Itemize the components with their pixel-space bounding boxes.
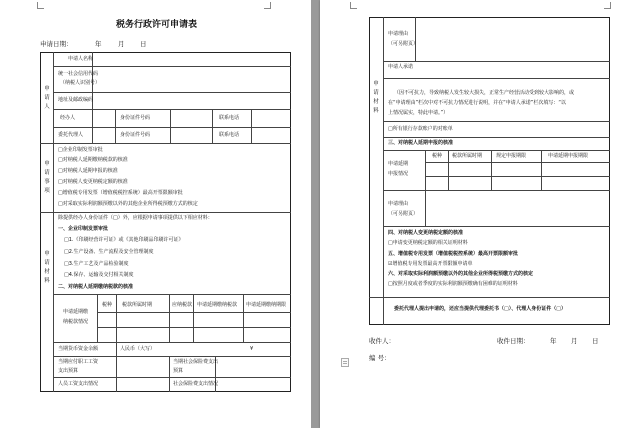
- section-applicant: 申请人: [44, 86, 50, 110]
- field-handler-phone: 联系电话: [219, 115, 240, 121]
- bank-statement-option[interactable]: □所有银行存款账户的对账单: [388, 126, 453, 132]
- delay-col-period: 税款所属时期: [452, 153, 483, 159]
- materials-intro: 除提供经办人身份证件（□）外，应根据申请事项提供以下相应材料：: [58, 215, 213, 221]
- delay-col-requested: 申请延期申报期限: [548, 153, 589, 159]
- quota-change-option[interactable]: □申请变更纳税定额的相关证明材料: [388, 240, 468, 246]
- materials-heading-1: 一、企业印制发票审批: [58, 226, 109, 232]
- receive-date-year: 年: [550, 337, 557, 345]
- apply-date-month: 月: [118, 40, 125, 48]
- apply-date-label: 申请日期：: [40, 40, 73, 48]
- delay-col-tax-type: 税种: [432, 153, 443, 159]
- crop-mark: [37, 2, 44, 9]
- ext-col-tax-type: 税种: [102, 302, 113, 308]
- materials-heading-5: 五、增值税专用发票（增值税税控系统）最高开票限额审批: [388, 251, 519, 257]
- field-agent: 委托代理人: [58, 132, 84, 138]
- field-agent-id: 身份证件号码: [120, 132, 151, 138]
- section-items: 申请事项: [44, 161, 50, 194]
- field-handler-id: 身份证件号码: [120, 115, 151, 121]
- delay-reason-note: （可另附页）: [388, 211, 419, 217]
- field-credit-code: 统一社会信用代码: [58, 71, 99, 77]
- commitment-text-2: 在“申请理由”栏次中对不可抗力情况进行说明，并在“申请人承诺”栏次填写：“以: [388, 100, 566, 106]
- number-label: 编 号：: [369, 354, 391, 362]
- receive-date-label: 收件日期：: [497, 337, 530, 345]
- reason-label: 申请理由: [388, 31, 409, 37]
- cash-balance-value: 人民币（大写）: [120, 346, 156, 352]
- document-page-2: [320, 0, 640, 428]
- delay-col-deadline: 规定申报期限: [496, 153, 527, 159]
- materials-heading-6: 六、对采取实际利润额预缴以外的其他企业所得税预缴方式的核定: [388, 271, 534, 277]
- social-budget-label: 当期社会保险费支出: [173, 359, 219, 365]
- document-page-1: [0, 0, 311, 428]
- ext-col-due: 应纳税款: [172, 302, 193, 308]
- invoice-limit-option[interactable]: ☑增值税专用发票最高开票限额申请单: [388, 261, 473, 267]
- apply-date-day: 日: [140, 40, 147, 48]
- page-gap: [311, 0, 320, 428]
- field-applicant-name: 申请人名称: [68, 56, 94, 62]
- receive-date-day: 日: [592, 337, 599, 345]
- section-materials-continued: 申请材料: [373, 81, 379, 114]
- field-taxpayer-id: （纳税人识别号）: [60, 80, 101, 86]
- yuan-sign: ¥: [250, 346, 254, 352]
- reason-note: （可另附页）: [388, 41, 419, 47]
- field-handler: 经办人: [60, 115, 76, 121]
- extension-label-2: 纳税款情况: [63, 319, 89, 325]
- materials-heading-2: 二、对纳税人延期缴纳税款的核准: [58, 284, 134, 290]
- materials-heading-3: 三、对纳税人延期申报的核准: [388, 140, 454, 146]
- apply-date-year: 年: [95, 40, 102, 48]
- cash-balance-label: 当期货币资金余额: [58, 346, 99, 352]
- delay-label: 申请延期: [388, 161, 409, 167]
- delay-reason-label: 申请理由: [388, 201, 409, 207]
- item-option[interactable]: □对采取实际利润额预缴以外的其他企业所得税预缴方式的核定: [58, 201, 198, 207]
- ext-col-deferred: 申请延期缴纳税款: [197, 302, 238, 308]
- payroll-status-label: 人员工资支出情况: [58, 381, 99, 387]
- field-address: 地址及邮政编码: [58, 97, 94, 103]
- receiver-label: 收件人：: [369, 337, 395, 345]
- field-agent-phone: 联系电话: [219, 132, 240, 138]
- social-status-label: 社会保险费支出情况: [173, 381, 219, 387]
- receive-date-month: 月: [571, 337, 578, 345]
- application-form-table: [40, 52, 291, 392]
- item-option[interactable]: □对纳税人延期申报的核准: [58, 168, 118, 174]
- commitment-label: 申请人承诺: [388, 64, 414, 70]
- item-option[interactable]: □增值税专用发票（增值税税控系统）最高开票限额审批: [58, 190, 183, 196]
- crop-mark: [350, 2, 357, 9]
- commitment-text-1: （因不可抗力，导致纳税人发生较大损失，正常生产经营活动受到较大影响的，或: [394, 90, 575, 96]
- crop-mark: [604, 2, 611, 9]
- item-option[interactable]: □对纳税人延期缴纳税款的核准: [58, 157, 128, 163]
- materials-heading-4: 四、对纳税人变更纳税定额的核准: [388, 230, 464, 236]
- ext-col-period: 税款所属时期: [122, 302, 153, 308]
- payroll-budget-label-2: 支出预算: [58, 368, 79, 374]
- materials-option[interactable]: □4.保存、运输及交付相关制度: [64, 272, 134, 278]
- materials-option[interactable]: □1.《印刷经营许可证》或《其他印刷品印刷许可证》: [64, 237, 184, 243]
- section-materials: 申请材料: [44, 251, 50, 284]
- social-budget-label-2: 预算: [173, 368, 184, 374]
- annotation-icon[interactable]: [341, 358, 349, 367]
- materials-option[interactable]: □3.生产工艺及产品检验制度: [64, 261, 129, 267]
- crop-mark: [264, 2, 271, 9]
- form-title: 税务行政许可申请表: [116, 20, 198, 30]
- payroll-budget-label: 当期应付职工工资: [58, 359, 99, 365]
- materials-option[interactable]: □2.生产设备、生产流程及安全管理制度: [64, 249, 154, 255]
- prepayment-option[interactable]: □按照月度或者季度的实际利润额预缴确有困难的证明材料: [388, 281, 518, 287]
- ext-col-term: 申请延期缴纳期限: [246, 302, 287, 308]
- extension-label: 申请延期缴: [63, 309, 89, 315]
- delay-label-2: 申报情况: [388, 171, 409, 177]
- item-option[interactable]: □企业印制发票审批: [58, 147, 103, 153]
- agent-note: 委托代理人提出申请的，还应当提供代理委托书（□）、代理人身份证件（□）: [394, 306, 566, 312]
- item-option[interactable]: □对纳税人变更纳税定额的核准: [58, 179, 128, 185]
- commitment-text-3: 上情况属实，特此申请。”）: [388, 110, 449, 116]
